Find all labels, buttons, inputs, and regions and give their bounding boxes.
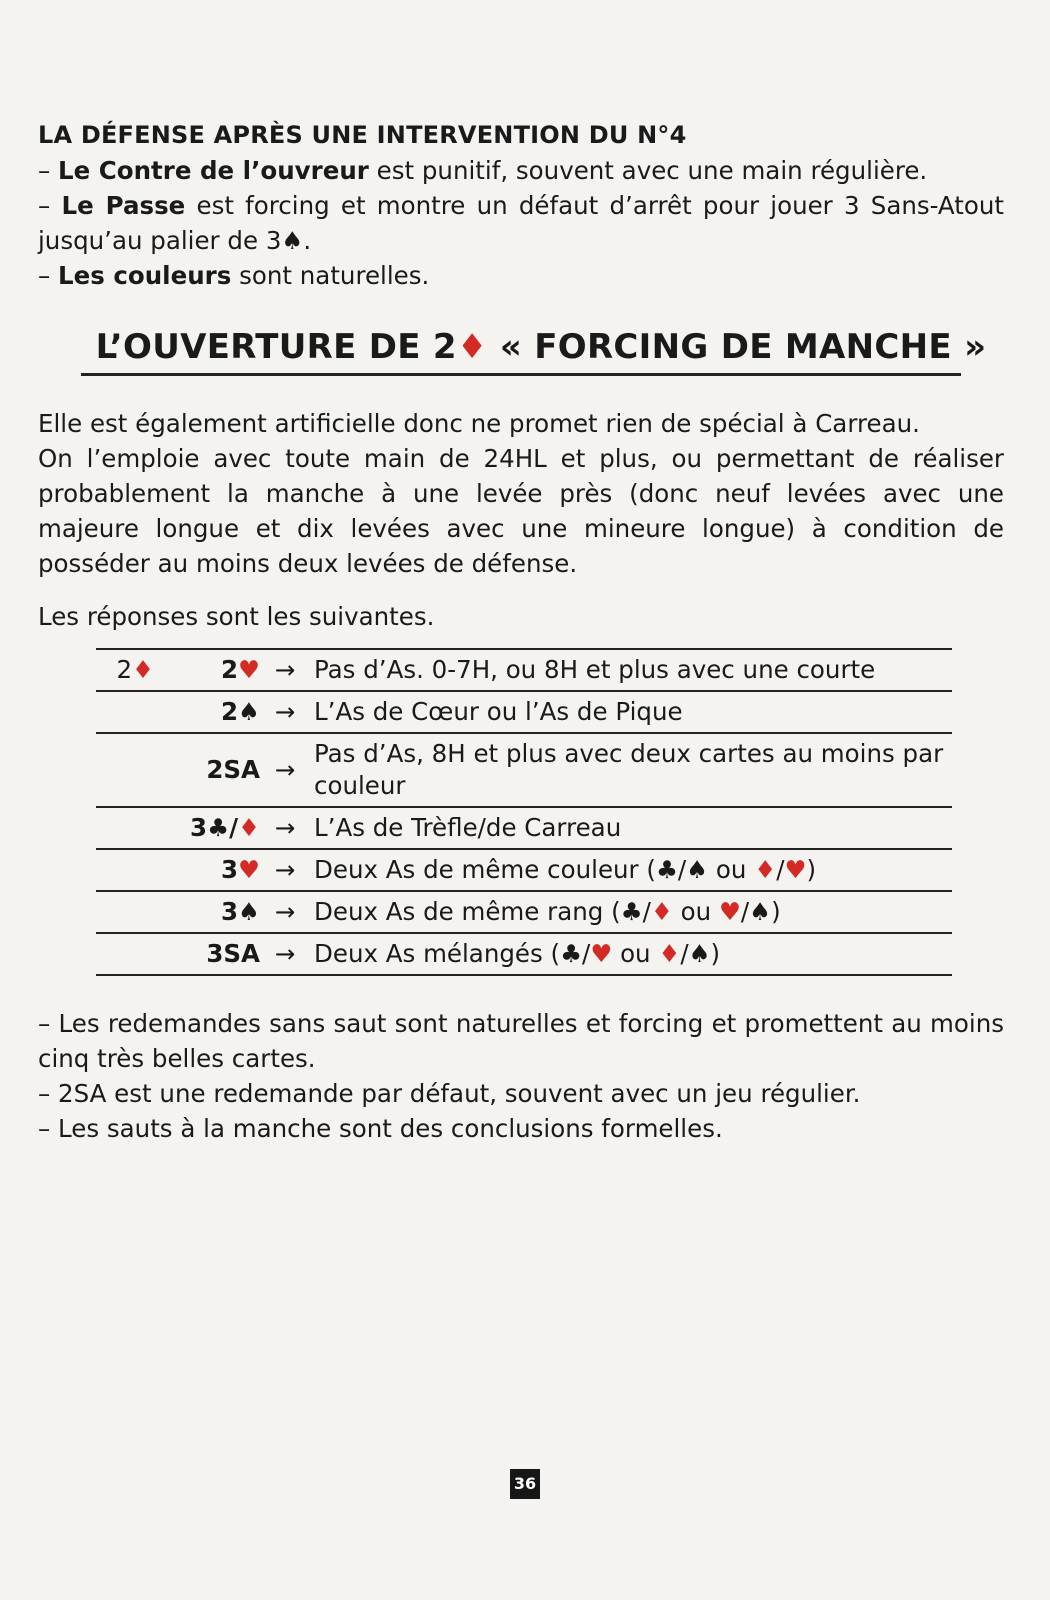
bid-level: 2SA	[206, 755, 260, 784]
diamond-icon: ♦	[754, 855, 777, 884]
defense-item-couleurs: – Les couleurs sont naturelles.	[38, 261, 430, 290]
response-bid	[160, 933, 260, 975]
response-row	[96, 849, 952, 891]
heart-icon: ♥	[718, 897, 741, 926]
arrow-icon: →	[260, 891, 310, 933]
response-meaning: Pas d’As. 0-7H, ou 8H et plus avec une courte	[310, 649, 952, 691]
page-content	[38, 118, 1004, 1146]
rebid-note-2: – 2SA est une redemande par défaut, souvent avec un jeu régulier.	[38, 1079, 861, 1108]
response-meaning: Deux As mélangés (♣/♥ ou ♦/♠)	[310, 933, 952, 975]
diamond-icon: ♦	[456, 327, 488, 367]
arrow-icon: →	[260, 807, 310, 849]
response-row	[96, 891, 952, 933]
heart-icon: ♥	[238, 655, 260, 684]
response-row	[96, 691, 952, 733]
heart-icon: ♥	[784, 855, 807, 884]
response-bid	[160, 691, 260, 733]
slash-separator: /	[229, 813, 239, 842]
response-meaning: Deux As de même couleur (♣/♠ ou ♦/♥)	[310, 849, 952, 891]
response-meaning: Pas d’As, 8H et plus avec deux cartes au moins par couleur	[310, 733, 952, 807]
heart-icon: ♥	[238, 855, 260, 884]
response-bid	[160, 733, 260, 807]
club-icon: ♣	[207, 813, 230, 842]
diamond-icon: ♦	[132, 655, 154, 684]
opening-bid	[96, 691, 160, 733]
defense-heading: LA DÉFENSE APRÈS UNE INTERVENTION DU N°4	[38, 121, 687, 149]
response-meaning: Deux As de même rang (♣/♦ ou ♥/♠)	[310, 891, 952, 933]
response-meaning: L’As de Cœur ou l’As de Pique	[310, 691, 952, 733]
diamond-icon: ♦	[650, 897, 673, 926]
arrow-icon: →	[260, 733, 310, 807]
defense-item-contre: – Le Contre de l’ouvreur est punitif, souvent avec une main régulière.	[38, 156, 928, 185]
spade-icon: ♠	[238, 697, 260, 726]
diamond-icon: ♦	[238, 813, 260, 842]
body-paragraph-1: Elle est également artificielle donc ne promet rien de spécial à Carreau.	[38, 409, 920, 438]
opening-bid	[96, 933, 160, 975]
responses-intro: Les réponses sont les suivantes.	[38, 602, 435, 631]
arrow-icon: →	[260, 849, 310, 891]
bid-level: 3	[220, 855, 239, 884]
opening-bid	[96, 891, 160, 933]
bid-level: 3SA	[206, 939, 260, 968]
opening-bid	[96, 807, 160, 849]
diamond-icon: ♦	[658, 939, 681, 968]
bid-level: 3	[220, 897, 239, 926]
response-meaning: L’As de Trèfle/de Carreau	[310, 807, 952, 849]
body-paragraph-2: On l’emploie avec toute main de 24HL et plus, ou permettant de réaliser probablement la manche à une levée près (donc neuf levées avec une majeure longue et dix levées avec une mineure longue) à condition de posséder au moins deux levées de défense.	[38, 444, 1004, 578]
section-title: L’OUVERTURE DE 2♦ « FORCING DE MANCHE »	[95, 327, 987, 367]
response-row	[96, 933, 952, 975]
rebid-note-1: – Les redemandes sans saut sont naturelles et forcing et promettent au moins cinq très belles cartes.	[38, 1009, 1004, 1073]
rebid-note-3: – Les sauts à la manche sont des conclusions formelles.	[38, 1114, 723, 1143]
spade-icon: ♠	[238, 897, 260, 926]
bid-level: 3	[190, 813, 208, 842]
heart-icon: ♥	[590, 939, 613, 968]
bid-level: 2	[220, 697, 239, 726]
responses-table	[96, 648, 952, 976]
opening-bid	[96, 849, 160, 891]
response-bid	[160, 807, 260, 849]
arrow-icon: →	[260, 649, 310, 691]
opening-level: 2	[116, 655, 133, 684]
arrow-icon: →	[260, 691, 310, 733]
response-bid	[160, 649, 260, 691]
response-row	[96, 649, 952, 691]
opening-bid	[96, 733, 160, 807]
page-number: 36	[510, 1469, 540, 1499]
response-row	[96, 733, 952, 807]
arrow-icon: →	[260, 933, 310, 975]
response-bid	[160, 891, 260, 933]
response-bid	[160, 849, 260, 891]
response-row	[96, 807, 952, 849]
title-underline	[81, 373, 961, 376]
bid-level: 2	[220, 655, 239, 684]
defense-item-passe: – Le Passe est forcing et montre un défaut d’arrêt pour jouer 3 Sans-Atout jusqu’au palier de 3♠.	[38, 191, 1004, 255]
opening-bid	[96, 649, 160, 691]
